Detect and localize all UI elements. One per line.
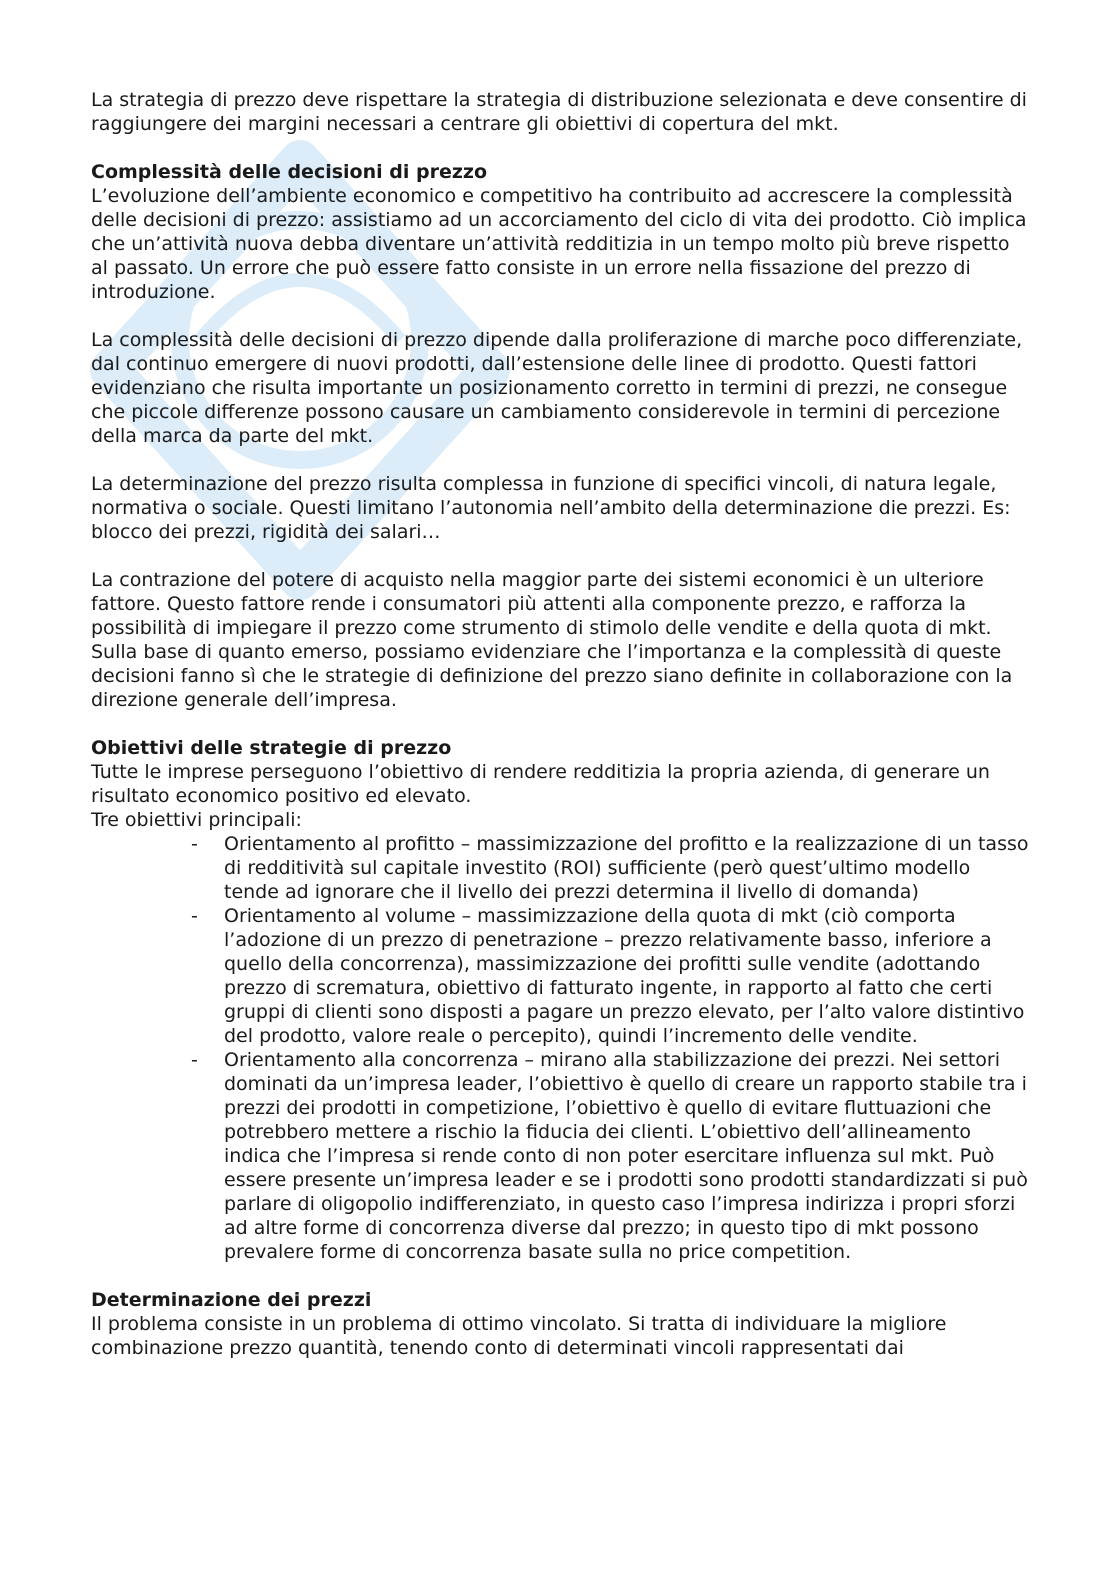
document-page [91,88,1031,1360]
paragraph: Tre obiettivi principali: [91,809,302,831]
paragraph: La determinazione del prezzo risulta complessa in funzione di specifici vincoli, di natura legale, normativa o sociale. Questi limitano l’autonomia nell’ambito della determinazione die prezzi. Es: blocco dei prezzi, rigidità dei salari… [91,473,1011,543]
paragraph: La contrazione del potere di acquisto nella maggior parte dei sistemi economici è un ulteriore fattore. Questo fattore rende i consumatori più attenti alla componente prezzo, e rafforza la possibilità di impiegare il prezzo come strumento di stimolo delle vendite e della quota di mkt. Sulla base di quanto emerso, possiamo evidenziare che l’importanza e la complessità di queste decisioni fanno sì che le strategie di definizione del prezzo siano definite in collaborazione con la direzione generale dell’impresa. [91,569,1013,711]
paragraph: Il problema consiste in un problema di ottimo vincolato. Si tratta di individuare la migliore combinazione prezzo quantità, tenendo conto di determinati vincoli rappresentati dai [91,1313,947,1359]
section-heading-obiettivi: Obiettivi delle strategie di prezzo [91,737,452,759]
list-item-text: Orientamento al profitto – massimizzazione del profitto e la realizzazione di un tasso di redditività sul capitale investito (ROI) sufficiente (però quest’ultimo modello tende ad ignorare che il livello dei prezzi determina il livello di domanda) [224,833,1029,903]
objectives-list [91,832,1031,1264]
bullet-dash: - [191,833,198,855]
bullet-dash: - [191,905,198,927]
section-heading-complessita: Complessità delle decisioni di prezzo [91,161,488,183]
paragraph: La complessità delle decisioni di prezzo dipende dalla proliferazione di marche poco differenziate, dal continuo emergere di nuovi prodotti, dall’estensione delle linee di prodotto. Questi fattori evidenziano che risulta importante un posizionamento corretto in termini di prezzi, ne consegue che piccole differenze possono causare un cambiamento considerevole in termini di percezione della marca da parte del mkt. [91,329,1023,447]
list-item [91,904,1031,1048]
paragraph: Tutte le imprese perseguono l’obiettivo di rendere redditizia la propria azienda, di generare un risultato economico positivo ed elevato. [91,761,990,807]
section-heading-determinazione: Determinazione dei prezzi [91,1289,372,1311]
bullet-dash: - [191,1049,198,1071]
list-item [91,832,1031,904]
list-item-text: Orientamento alla concorrenza – mirano alla stabilizzazione dei prezzi. Nei settori dominati da un’impresa leader, l’obiettivo è quello di creare un rapporto stabile tra i prezzi dei prodotti in competizione, l’obiettivo è quello di evitare fluttuazioni che potrebbero mettere a rischio la fiducia dei clienti. L’obiettivo dell’allineamento indica che l’impresa si rende conto di non poter esercitare influenza sul mkt. Può essere presente un’impresa leader e se i prodotti sono prodotti standardizzati si può parlare di oligopolio indifferenziato, in questo caso l’impresa indirizza i propri sforzi ad altre forme di concorrenza diverse dal prezzo; in questo tipo di mkt possono prevalere forme di concorrenza basate sulla no price competition. [224,1049,1028,1263]
paragraph: L’evoluzione dell’ambiente economico e competitivo ha contribuito ad accrescere la complessità delle decisioni di prezzo: assistiamo ad un accorciamento del ciclo di vita dei prodotto. Ciò implica che un’attività nuova debba diventare un’attività redditizia in un tempo molto più breve rispetto al passato. Un errore che può essere fatto consiste in un errore nella fissazione del prezzo di introduzione. [91,185,1027,303]
list-item [91,1048,1031,1264]
intro-paragraph: La strategia di prezzo deve rispettare la strategia di distribuzione selezionata e deve consentire di raggiungere dei margini necessari a centrare gli obiettivi di copertura del mkt. [91,89,1027,135]
list-item-text: Orientamento al volume – massimizzazione della quota di mkt (ciò comporta l’adozione di un prezzo di penetrazione – prezzo relativamente basso, inferiore a quello della concorrenza), massimizzazione dei profitti sulle vendite (adottando prezzo di scrematura, obiettivo di fatturato ingente, in rapporto al fatto che certi gruppi di clienti sono disposti a pagare un prezzo elevato, per l’alto valore distintivo del prodotto, valore reale o percepito), quindi l’incremento delle vendite. [224,905,1025,1047]
